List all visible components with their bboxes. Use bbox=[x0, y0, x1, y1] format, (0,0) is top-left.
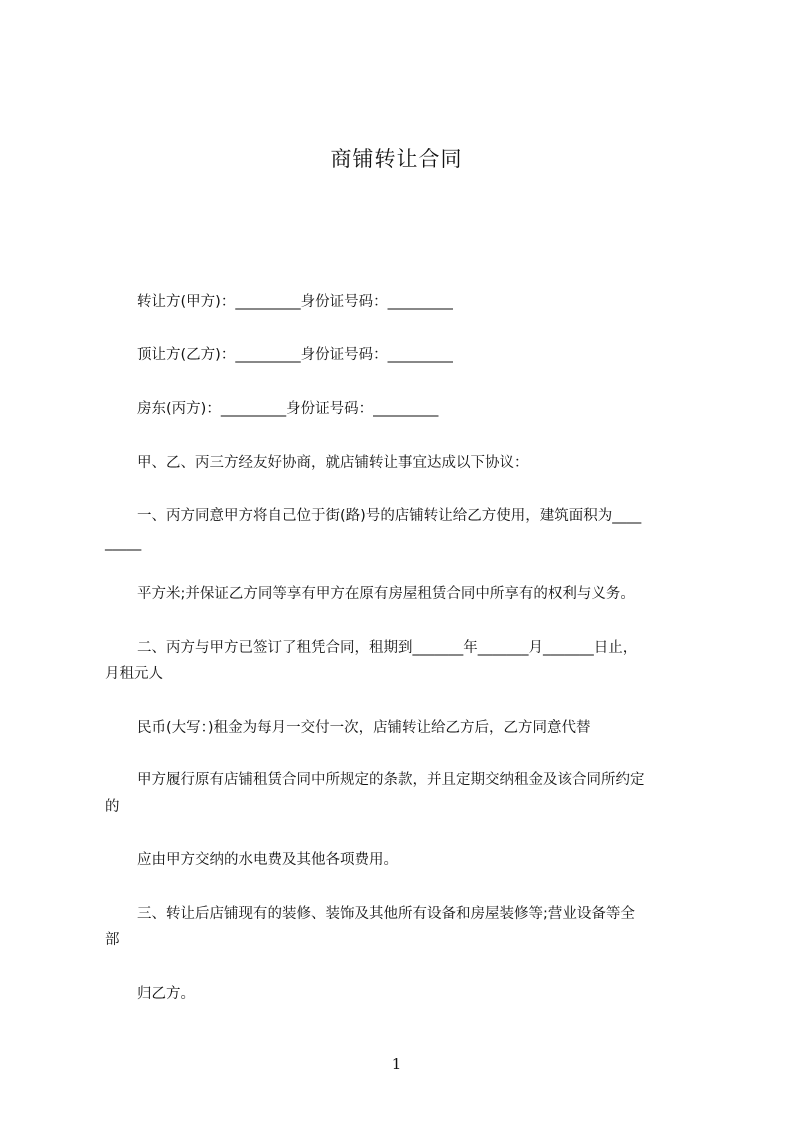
clause2-line5: 的 bbox=[105, 799, 120, 815]
landlord-line: 房东(丙方)：_________身份证号码：_________ bbox=[137, 401, 439, 417]
clause2-line1: 二、丙方与甲方已签订了租凭合同，租期到_______年_______月_______日止， bbox=[137, 640, 638, 656]
transferor-line: 转让方(甲方)：_________身份证号码：_________ bbox=[137, 294, 453, 310]
clause3-line1: 三、转让后店铺现有的装修、装饰及其他所有设备和房屋装修等;营业设备等全 bbox=[137, 906, 635, 922]
page-number: 1 bbox=[391, 1055, 402, 1073]
clause1-line1: 一、丙方同意甲方将自己位于街(路)号的店铺转让给乙方使用，建筑面积为____ bbox=[137, 508, 642, 524]
clause2-line3: 民币(大写：)租金为每月一交付一次，店铺转让给乙方后，乙方同意代替 bbox=[137, 720, 591, 736]
clause2-line4: 甲方履行原有店铺租赁合同中所规定的条款，并且定期交纳租金及该合同所约定 bbox=[137, 772, 645, 788]
clause3-line3: 归乙方。 bbox=[137, 986, 195, 1002]
clause2-line2: 月租元人 bbox=[105, 666, 163, 682]
document-title: 商铺转让合同 bbox=[330, 147, 463, 171]
clause1-line3: 平方米;并保证乙方同等享有甲方在原有房屋租赁合同中所享有的权利与义务。 bbox=[137, 586, 635, 602]
preamble-line: 甲、乙、丙三方经友好协商，就店铺转让事宜达成以下协议： bbox=[137, 455, 529, 471]
transferee-line: 顶让方(乙方)：_________身份证号码：_________ bbox=[137, 347, 453, 363]
clause3-line2: 部 bbox=[105, 932, 120, 948]
clause2-line6: 应由甲方交纳的水电费及其他各项费用。 bbox=[137, 852, 398, 868]
clause1-line2: _____ bbox=[105, 535, 142, 551]
